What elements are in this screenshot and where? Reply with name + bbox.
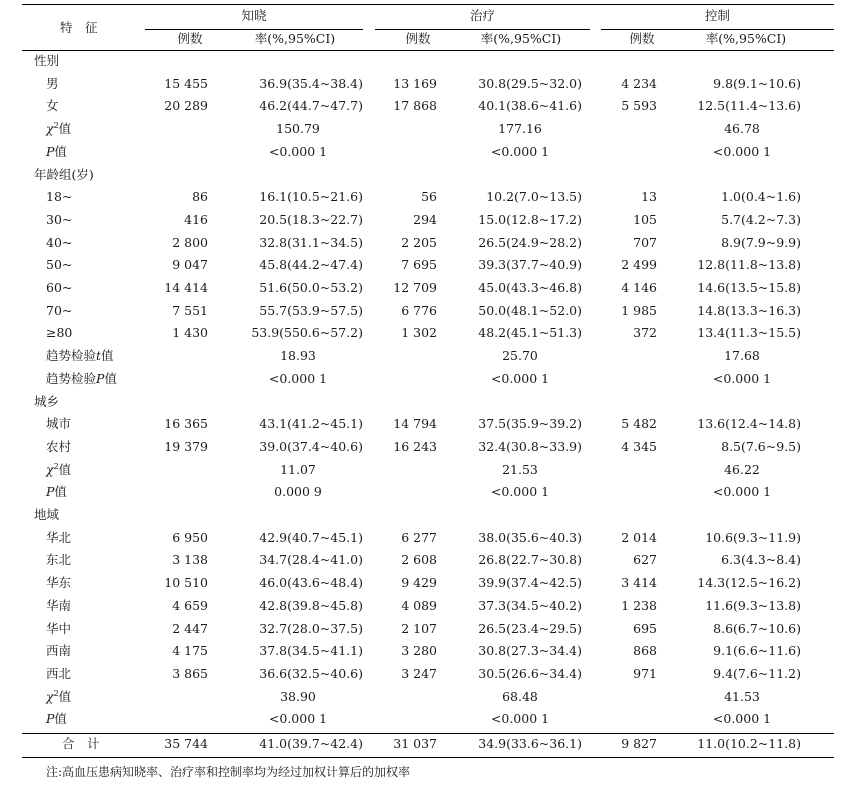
count-cell: 2 447	[172, 620, 208, 636]
count-cell: 15 455	[164, 75, 208, 91]
count-cell: 4 234	[621, 75, 657, 91]
rate-cell: 13.4(11.3~15.5)	[697, 325, 801, 341]
stat-cell: <0.000 1	[490, 484, 550, 500]
rate-cell: 8.6(6.7~10.6)	[713, 620, 801, 636]
count-cell: 6 277	[401, 529, 437, 545]
count-cell: 3 414	[621, 575, 657, 591]
top-rule	[22, 4, 834, 5]
rate-cell: 6.3(4.3~8.4)	[721, 552, 801, 568]
rate-cell: 48.2(45.1~51.3)	[478, 325, 582, 341]
rate-cell: 30.5(26.6~34.4)	[478, 665, 582, 681]
row-label: 华南	[46, 597, 72, 613]
row-label: $\chi^2$值	[46, 121, 72, 137]
rate-cell: 55.7(53.9~57.5)	[259, 302, 363, 318]
rate-cell: 38.0(35.6~40.3)	[478, 529, 582, 545]
count-cell: 13	[641, 189, 657, 205]
row-label: 东北	[46, 552, 72, 568]
header-count-awareness: 例数	[177, 31, 203, 46]
rate-cell: 37.8(34.5~41.1)	[259, 643, 363, 659]
row-label: 农村	[46, 438, 72, 454]
stat-cell: 46.22	[724, 461, 760, 477]
rate-cell: 36.6(32.5~40.6)	[259, 665, 363, 681]
count-cell: 5 482	[621, 416, 657, 432]
section-label: 城乡	[34, 393, 60, 409]
group-rule-treatment	[375, 29, 590, 30]
group-rule-control	[601, 29, 834, 30]
count-cell: 1 985	[621, 302, 657, 318]
rate-cell: 45.0(43.3~46.8)	[478, 280, 582, 295]
rate-cell: 53.9(550.6~57.2)	[251, 325, 363, 341]
rate-cell: 41.0(39.7~42.4)	[259, 736, 363, 751]
rate-cell: 15.0(12.8~17.2)	[478, 211, 582, 227]
header-group-treatment: 治疗	[469, 8, 495, 23]
stat-cell: 150.79	[276, 121, 320, 137]
count-cell: 2 608	[401, 552, 437, 568]
stat-cell: <0.000 1	[268, 370, 328, 386]
count-cell: 12 709	[393, 280, 437, 295]
rate-cell: 9.4(7.6~11.2)	[713, 665, 801, 681]
row-label: 西南	[46, 643, 72, 659]
count-cell: 868	[633, 643, 657, 659]
stat-cell: 46.78	[724, 121, 760, 137]
row-label: 女	[46, 98, 59, 114]
count-cell: 1 430	[172, 325, 208, 341]
header-rate-control: 率(%,95%CI)	[705, 31, 787, 46]
count-cell: 4 345	[621, 438, 657, 454]
count-cell: 2 107	[401, 620, 437, 636]
stat-cell: <0.000 1	[268, 711, 328, 727]
rate-cell: 40.1(38.6~41.6)	[478, 98, 582, 114]
rate-cell: 32.4(30.8~33.9)	[478, 438, 582, 454]
stat-cell: <0.000 1	[712, 711, 772, 727]
row-label: 城市	[46, 416, 72, 432]
rate-cell: 10.2(7.0~13.5)	[486, 189, 582, 205]
count-cell: 416	[184, 211, 208, 227]
count-cell: 17 868	[393, 98, 437, 114]
stat-cell: <0.000 1	[490, 711, 550, 727]
count-cell: 105	[633, 211, 657, 227]
count-cell: 86	[192, 189, 208, 205]
count-cell: 7 551	[172, 302, 208, 318]
count-cell: 14 414	[164, 280, 208, 295]
row-label: 西北	[46, 665, 72, 681]
count-cell: 4 175	[172, 643, 208, 659]
row-label: 趋势检验P值	[46, 370, 117, 386]
stat-cell: 18.93	[280, 348, 316, 364]
row-label: 18~	[46, 189, 73, 205]
stat-cell: <0.000 1	[712, 370, 772, 386]
rate-cell: 9.8(9.1~10.6)	[713, 75, 801, 91]
count-cell: 3 280	[401, 643, 437, 659]
rate-cell: 26.5(24.9~28.2)	[478, 234, 582, 250]
section-label: 年龄组(岁)	[34, 166, 94, 182]
rate-cell: 26.5(23.4~29.5)	[478, 620, 582, 636]
section-label: 性别	[34, 53, 60, 68]
header-bottom-rule	[22, 50, 834, 51]
row-label: 40~	[46, 234, 73, 250]
count-cell: 6 950	[172, 529, 208, 545]
count-cell: 4 089	[401, 597, 437, 613]
rate-cell: 45.8(44.2~47.4)	[259, 257, 363, 273]
count-cell: 2 205	[401, 234, 437, 250]
count-cell: 19 379	[164, 438, 208, 454]
rate-cell: 42.9(40.7~45.1)	[259, 529, 363, 545]
count-cell: 7 695	[401, 257, 437, 273]
count-cell: 294	[413, 211, 437, 227]
header-count-control: 例数	[629, 31, 655, 46]
count-cell: 5 593	[621, 98, 657, 114]
rate-cell: 32.8(31.1~34.5)	[259, 234, 363, 250]
rate-cell: 11.6(9.3~13.8)	[705, 597, 801, 613]
row-label: $\chi^2$值	[46, 688, 72, 704]
count-cell: 3 247	[401, 665, 437, 681]
rate-cell: 39.3(37.7~40.9)	[478, 257, 582, 273]
count-cell: 2 014	[621, 529, 657, 545]
header-count-treatment: 例数	[405, 31, 431, 46]
rate-cell: 14.3(12.5~16.2)	[697, 575, 801, 591]
rate-cell: 20.5(18.3~22.7)	[259, 211, 363, 227]
rate-cell: 43.1(41.2~45.1)	[259, 416, 363, 432]
rate-cell: 16.1(10.5~21.6)	[259, 189, 363, 205]
rate-cell: 26.8(22.7~30.8)	[478, 552, 582, 568]
row-label: P值	[46, 143, 67, 159]
bottom-rule	[22, 757, 834, 758]
rate-cell: 42.8(39.8~45.8)	[259, 597, 363, 613]
count-cell: 3 865	[172, 665, 208, 681]
rate-cell: 37.3(34.5~40.2)	[478, 597, 582, 613]
count-cell: 1 238	[621, 597, 657, 613]
row-label: P值	[46, 484, 67, 500]
rate-cell: 14.6(13.5~15.8)	[697, 280, 801, 295]
stat-cell: <0.000 1	[712, 484, 772, 500]
stat-cell: 68.48	[502, 688, 538, 704]
count-cell: 9 827	[621, 736, 657, 751]
count-cell: 6 776	[401, 302, 437, 318]
count-cell: 9 429	[401, 575, 437, 591]
rate-cell: 32.7(28.0~37.5)	[259, 620, 363, 636]
header-group-control: 控制	[704, 8, 730, 23]
rate-cell: 9.1(6.6~11.6)	[713, 643, 801, 659]
stat-cell: 11.07	[280, 461, 316, 477]
rate-cell: 46.2(44.7~47.7)	[259, 98, 363, 114]
rate-cell: 12.8(11.8~13.8)	[697, 257, 801, 273]
rate-cell: 14.8(13.3~16.3)	[697, 302, 801, 318]
count-cell: 627	[633, 552, 657, 568]
rate-cell: 13.6(12.4~14.8)	[697, 416, 801, 432]
count-cell: 13 169	[393, 75, 437, 91]
count-cell: 56	[421, 189, 437, 205]
row-label: 合 计	[62, 736, 100, 751]
section-label: 地域	[34, 507, 60, 522]
header-feature: 特 征	[60, 20, 98, 35]
rate-cell: 36.9(35.4~38.4)	[259, 75, 363, 91]
rate-cell: 39.0(37.4~40.6)	[259, 438, 363, 454]
row-label: 70~	[46, 302, 73, 318]
stat-cell: 0.000 9	[274, 484, 322, 500]
rate-cell: 34.9(33.6~36.1)	[478, 736, 582, 751]
count-cell: 372	[633, 325, 657, 341]
row-label: 趋势检验t值	[46, 348, 114, 364]
row-label: $\chi^2$值	[46, 461, 72, 477]
stat-cell: <0.000 1	[712, 143, 772, 159]
count-cell: 1 302	[401, 325, 437, 341]
count-cell: 16 243	[393, 438, 437, 454]
rate-cell: 12.5(11.4~13.6)	[697, 98, 801, 114]
count-cell: 14 794	[393, 416, 437, 432]
table-footnote: 注:高血压患病知晓率、治疗率和控制率均为经过加权计算后的加权率	[46, 765, 411, 779]
stat-cell: <0.000 1	[490, 143, 550, 159]
total-top-rule	[22, 733, 834, 734]
count-cell: 3 138	[172, 552, 208, 568]
row-label: 50~	[46, 257, 73, 273]
stat-cell: 17.68	[724, 348, 760, 364]
rate-cell: 10.6(9.3~11.9)	[705, 529, 801, 545]
row-label: 30~	[46, 211, 73, 227]
rate-cell: 39.9(37.4~42.5)	[478, 575, 582, 591]
rate-cell: 50.0(48.1~52.0)	[478, 302, 582, 318]
rate-cell: 37.5(35.9~39.2)	[478, 416, 582, 432]
count-cell: 9 047	[172, 257, 208, 273]
count-cell: 2 499	[621, 257, 657, 273]
rate-cell: 30.8(27.3~34.4)	[478, 643, 582, 659]
count-cell: 31 037	[393, 736, 437, 751]
rate-cell: 51.6(50.0~53.2)	[259, 280, 363, 295]
row-label: 华东	[46, 575, 72, 591]
row-label: ≥80	[46, 325, 73, 341]
rate-cell: 8.9(7.9~9.9)	[721, 234, 801, 250]
group-rule-awareness	[145, 29, 363, 30]
count-cell: 10 510	[164, 575, 208, 591]
row-label: 华北	[46, 529, 72, 545]
rate-cell: 11.0(10.2~11.8)	[697, 736, 801, 751]
count-cell: 20 289	[164, 98, 208, 114]
rate-cell: 1.0(0.4~1.6)	[721, 189, 801, 205]
header-rate-treatment: 率(%,95%CI)	[480, 31, 562, 46]
stat-cell: 177.16	[498, 121, 542, 137]
header-group-awareness: 知晓	[241, 8, 267, 23]
rate-cell: 30.8(29.5~32.0)	[478, 75, 582, 91]
count-cell: 16 365	[164, 416, 208, 432]
count-cell: 4 659	[172, 597, 208, 613]
header-rate-awareness: 率(%,95%CI)	[254, 31, 336, 46]
stat-cell: <0.000 1	[490, 370, 550, 386]
count-cell: 35 744	[164, 736, 208, 751]
row-label: 男	[46, 75, 59, 91]
count-cell: 2 800	[172, 234, 208, 250]
stat-cell: 41.53	[724, 688, 760, 704]
stat-cell: 25.70	[502, 348, 538, 364]
stat-cell: 21.53	[502, 461, 538, 477]
stat-cell: <0.000 1	[268, 143, 328, 159]
row-label: 60~	[46, 280, 73, 295]
count-cell: 695	[633, 620, 657, 636]
rate-cell: 46.0(43.6~48.4)	[259, 575, 363, 591]
row-label: P值	[46, 711, 67, 727]
count-cell: 4 146	[621, 280, 657, 295]
stat-cell: 38.90	[280, 688, 316, 704]
count-cell: 971	[633, 665, 657, 681]
rate-cell: 5.7(4.2~7.3)	[721, 211, 801, 227]
count-cell: 707	[633, 234, 657, 250]
rate-cell: 34.7(28.4~41.0)	[259, 552, 363, 568]
rate-cell: 8.5(7.6~9.5)	[721, 438, 801, 454]
row-label: 华中	[46, 620, 72, 636]
